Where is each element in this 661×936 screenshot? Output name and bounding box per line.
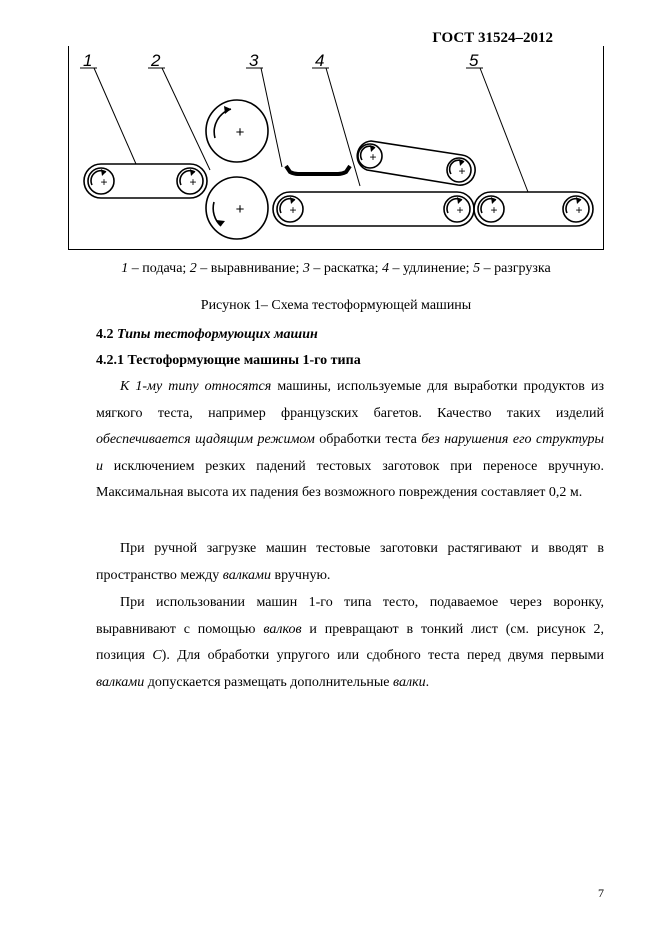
- machine-diagram: [68, 46, 604, 250]
- legend-number: 4: [382, 261, 390, 276]
- text-run: валков: [263, 621, 302, 637]
- document-header: ГОСТ 31524–2012: [432, 30, 553, 46]
- text-run: .: [425, 674, 430, 690]
- text-run: валки: [393, 674, 426, 690]
- text-run: С: [152, 648, 162, 663]
- roller-center-mark: +: [575, 203, 583, 217]
- funnel: [286, 166, 350, 174]
- text-run: допускается размещать дополнительные: [144, 674, 393, 690]
- rotation-arrows: [101, 106, 581, 226]
- paragraph-1: [96, 374, 604, 507]
- figure-caption: Рисунок 1– Схема тестоформующей машины: [200, 298, 472, 313]
- text-run: При ручной загрузке машин тестовые заготовки растягивают и вводят в пространство между: [96, 541, 604, 583]
- roller-center-mark: +: [100, 175, 108, 189]
- section-title: Типы тестоформующих машин: [117, 327, 318, 342]
- legend-number: 3: [302, 261, 310, 276]
- legend-number: 5: [473, 261, 481, 276]
- roller-center-mark: +: [458, 164, 466, 178]
- text-run: исключением резких падений тестовых заготовок при переносе вручную. Максимальная высота их падения без возможного повреждения составляет 0,2 м.: [96, 458, 604, 500]
- text-run: вручную.: [271, 567, 331, 583]
- text-run: обеспечивается щадящим режимом: [96, 432, 315, 447]
- text-run: ). Для обработки упругого или сдобного теста перед двумя первыми: [161, 648, 604, 663]
- legend-text: – выравнивание;: [196, 261, 303, 276]
- paragraph-3: [96, 590, 604, 696]
- text-run: валками: [222, 567, 271, 583]
- text-run: и превращают в тонкий лист (см. рисунок 2, позиция: [96, 621, 605, 663]
- text-run: При использовании машин 1-го типа тесто, подаваемое через воронку, выравнивают с помощью: [96, 595, 604, 637]
- position-label-1: 1: [83, 51, 93, 70]
- legend-number: 1: [121, 261, 129, 276]
- text-run: без нарушения его структуры и: [96, 432, 604, 474]
- page-number: 7: [598, 886, 604, 900]
- roller-center-mark: +: [289, 203, 297, 217]
- section-heading: [96, 327, 318, 343]
- text-run: машины, используемые для выработки продуктов из мягкого теста, например французских багетов. Качество таких изделий: [96, 379, 604, 421]
- paragraph-2: [96, 536, 604, 589]
- legend-text: – раскатка;: [309, 261, 383, 276]
- legend-number: 2: [189, 261, 197, 276]
- figure-legend: [68, 261, 604, 277]
- position-label-5: 5: [469, 51, 479, 70]
- text-run: К 1-му типу относятся: [120, 379, 272, 394]
- roller-center-mark: +: [189, 175, 197, 189]
- section-number: 4.2: [96, 327, 117, 342]
- position-label-3: 3: [249, 51, 259, 70]
- sheeting-conveyor: [273, 192, 474, 226]
- text-run: обработки теста: [314, 432, 422, 447]
- roller-center-mark: +: [490, 203, 498, 217]
- legend-text: – удлинение;: [389, 261, 474, 276]
- subsection-heading: 4.2.1 Тестоформующие машины 1-го типа: [96, 353, 361, 368]
- roller-center-mark: +: [369, 150, 377, 164]
- legend-text: – разгрузка: [480, 261, 551, 276]
- text-run: валками: [96, 674, 145, 690]
- legend-text: – подача;: [128, 261, 190, 276]
- position-label-2: 2: [151, 51, 161, 70]
- machine-diagram-svg: [68, 46, 604, 250]
- roller-center-mark: +: [235, 201, 245, 218]
- roller-center-mark: +: [456, 203, 464, 217]
- roller-center-mark: +: [235, 124, 245, 141]
- position-label-4: 4: [315, 51, 325, 70]
